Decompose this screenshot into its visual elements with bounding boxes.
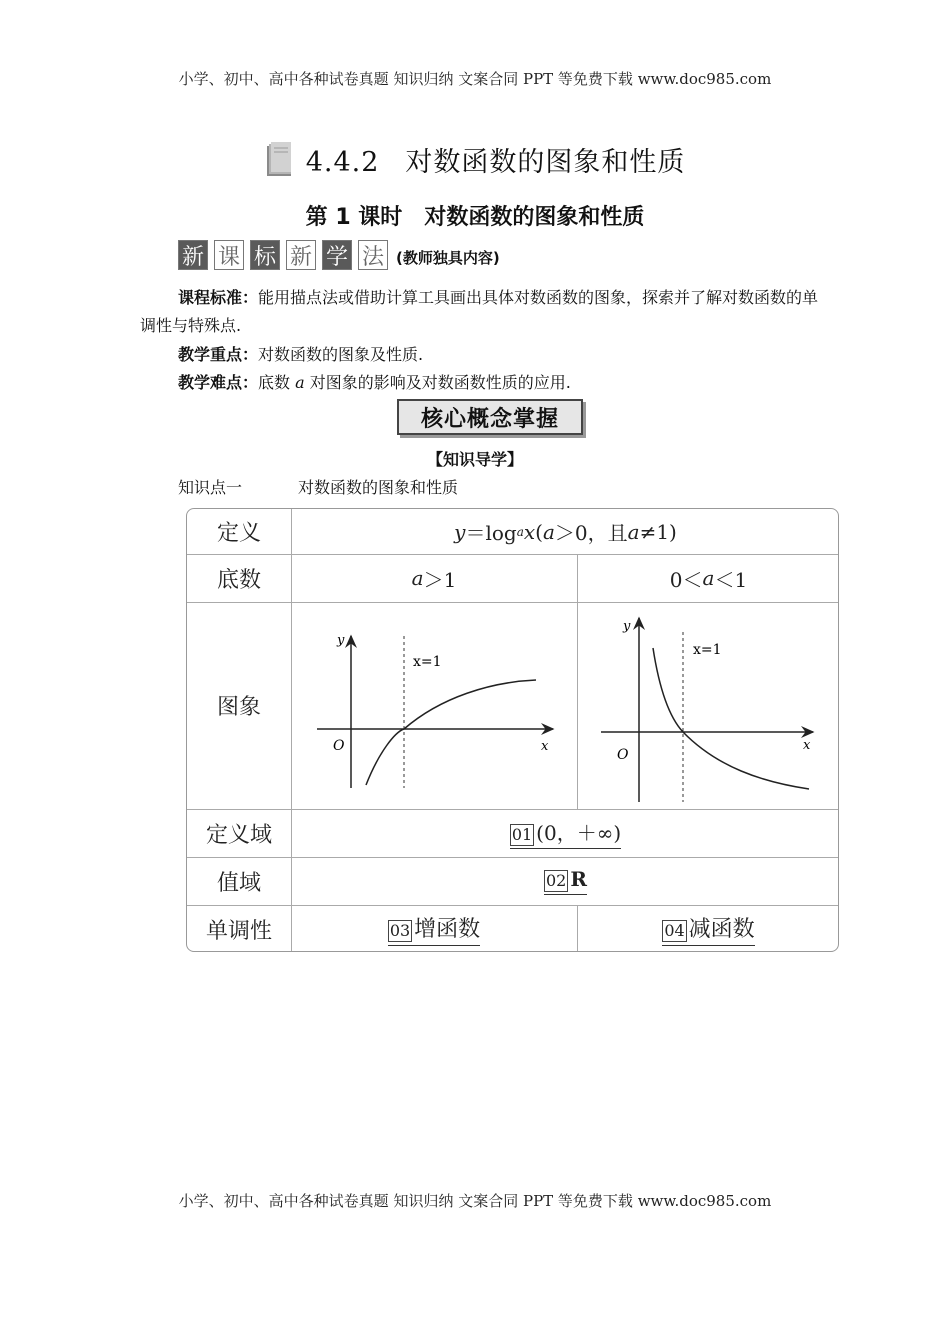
chapter-title-text: 对数函数的图象和性质 xyxy=(405,147,686,178)
curriculum-standard xyxy=(140,284,820,340)
mono-left-answer xyxy=(291,905,577,952)
answer-number-04: 04 xyxy=(664,921,685,940)
chapter-number: 4.4.2 xyxy=(305,147,380,178)
page-footer: 小学、初中、高中各种试卷真题 知识归纳 文案合同 PPT 等免费下载 www.doc985.com xyxy=(178,1192,772,1210)
page-header: 小学、初中、高中各种试卷真题 知识归纳 文案合同 PPT 等免费下载 www.doc985.com xyxy=(178,70,772,88)
answer-number-02: 02 xyxy=(546,871,567,890)
log-curve-decreasing xyxy=(653,648,809,789)
y-axis-label: y xyxy=(623,619,631,634)
badge-row xyxy=(178,240,500,270)
graph-increasing xyxy=(291,602,577,809)
knowledge-point-title: 对数函数的图象和性质 xyxy=(298,478,459,497)
row-label-definition: 定义 xyxy=(216,521,261,546)
origin-label: O xyxy=(333,738,345,754)
row-label-monotonic: 单调性 xyxy=(205,918,272,944)
badge-xin-1: 新 xyxy=(178,240,208,270)
formula-x: x xyxy=(523,519,536,544)
graph-decreasing xyxy=(577,602,839,809)
formula-a2: a xyxy=(627,519,640,544)
focus-text: 对数函数的图象及性质. xyxy=(258,345,424,364)
x1-label: x=1 xyxy=(693,642,722,658)
formula-gt: ＞0，且 xyxy=(554,521,628,545)
lesson-title xyxy=(0,200,950,231)
row-label-base: 底数 xyxy=(216,567,261,593)
log-function-table xyxy=(186,508,839,952)
standard-text: 能用描点法或借助计算工具画出具体对数函数的图象，探索并了解对数函数的单调性与特殊点. xyxy=(140,288,819,335)
lesson-period: 第 1 课时 xyxy=(305,205,403,230)
knowledge-guide-heading: 【知识导学】 xyxy=(426,450,523,469)
badge-fa: 法 xyxy=(358,240,388,270)
x1-label: x=1 xyxy=(413,654,442,670)
badge-biao: 标 xyxy=(250,240,280,270)
origin-label: O xyxy=(617,747,629,763)
base-right-rel: ＜1 xyxy=(714,567,748,592)
log-curve-increasing xyxy=(366,680,536,785)
mono-right-value: 减函数 xyxy=(688,917,755,942)
base-left-rel: ＞1 xyxy=(423,567,457,592)
chapter-heading xyxy=(0,140,950,179)
focus-label: 教学重点： xyxy=(178,345,259,364)
book-icon xyxy=(265,142,293,178)
definition-formula xyxy=(291,509,839,554)
lesson-title-text: 对数函数的图象和性质 xyxy=(424,205,645,230)
base-right-a: a xyxy=(702,566,715,590)
formula-y: y xyxy=(454,519,466,544)
mono-left-value: 增函数 xyxy=(414,917,481,942)
chapter-title xyxy=(306,147,686,178)
base-left xyxy=(291,554,577,602)
knowledge-point xyxy=(178,475,458,498)
answer-number-03: 03 xyxy=(389,921,411,940)
teaching-difficulty xyxy=(178,369,571,397)
row-label-range: 值域 xyxy=(216,870,261,896)
difficulty-pre: 底数 xyxy=(258,373,296,392)
base-left-a: a xyxy=(411,566,424,590)
base-right xyxy=(577,554,839,602)
difficulty-var: a xyxy=(295,373,305,392)
badge-xue: 学 xyxy=(322,240,352,270)
base-right-pre: 0＜ xyxy=(669,567,703,592)
formula-a1: a xyxy=(542,519,555,544)
domain-value: (0，＋∞) xyxy=(536,821,622,845)
x-axis-label: x xyxy=(803,738,811,753)
range-value: R xyxy=(570,867,587,891)
formula-ne: ≠1) xyxy=(639,519,677,544)
badge-note: (教师独具内容) xyxy=(396,249,500,267)
formula-open: ( xyxy=(535,519,543,544)
row-label-domain: 定义域 xyxy=(205,822,272,848)
teaching-focus xyxy=(178,341,423,369)
standard-label: 课程标准： xyxy=(178,288,259,307)
x-axis-label: x xyxy=(541,739,549,754)
range-answer xyxy=(291,857,839,905)
domain-answer xyxy=(291,809,839,857)
formula-base: a xyxy=(516,524,524,539)
difficulty-post: 对图象的影响及对数函数性质的应用. xyxy=(304,373,571,392)
badge-xin-2: 新 xyxy=(286,240,316,270)
knowledge-point-label: 知识点一 xyxy=(178,478,243,497)
y-axis-label: y xyxy=(337,633,345,648)
difficulty-label: 教学难点： xyxy=(178,373,259,392)
core-concept-box: 核心概念掌握 xyxy=(397,399,583,435)
row-label-graph: 图象 xyxy=(216,695,261,720)
answer-number-01: 01 xyxy=(511,825,533,844)
formula-log: ＝log xyxy=(465,521,517,545)
badge-ke: 课 xyxy=(214,240,244,270)
mono-right-answer xyxy=(577,905,839,952)
